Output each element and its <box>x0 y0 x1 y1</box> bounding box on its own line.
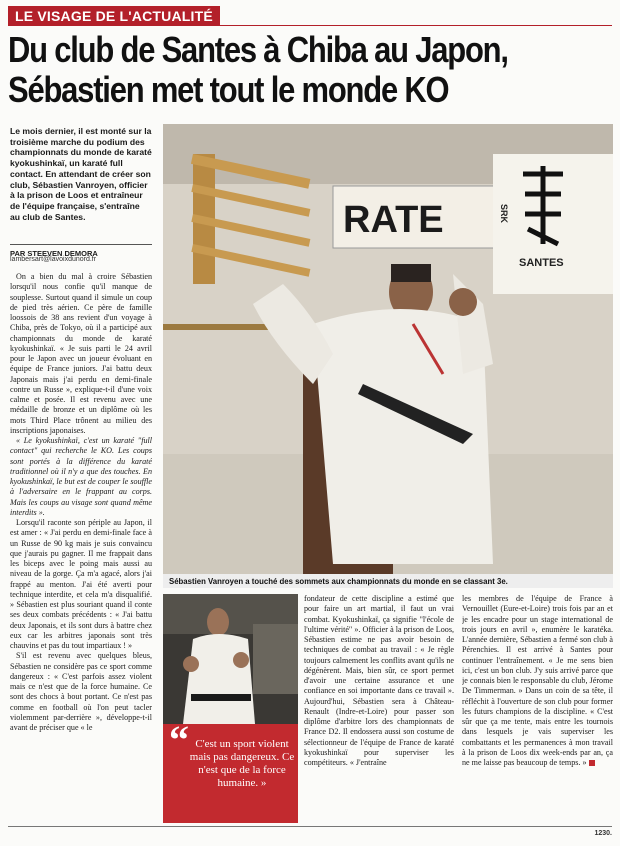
paragraph: S'il est revenu avec quelques bleus, Sébastien ne considère pas ce sport comme dangereux : « C'est parfois assez violent mais ce n'est que de la force humaine. Ce sont des chocs à bout portant. Ce n'est pas comme en football où l'on peut tacler violemment par-derrière », développe-t-il avant de préciser que « le <box>10 651 152 732</box>
main-photo <box>163 124 613 574</box>
quote-mark-icon: “ <box>169 717 189 762</box>
sign-logo-side: SRK <box>499 204 509 224</box>
article-column-3: fondateur de cette discipline a estimé que pour faire un art martial, il faut un vrai combat. Kyokushinkaï, ça signifie "l'école de l'ultime vérité" ». Officier à la prison de Loos, Sébastien estime ne pas avoir besoin de techniques de combat au travail : « Je règle toujours calmement les conflits avant qu'ils ne dégénèrent. Mais, bien sûr, ce sport permet d'avoir une certaine assurance et une confiance en soi importante dans ce travail ». Aujourd'hui, Sébastien sera à Château-Renault (Indre-et-Loire) pour passer son diplôme d'arbitre lors des championnats de France D2. Il endossera aussi son costume de sélectionneur de l'équipe de France de karaté kyokushinkaï pour superviser les compétiteurs. « J'entraîne <box>304 594 454 767</box>
fighter-stance-photo <box>163 594 298 724</box>
article-column-4 <box>462 594 613 822</box>
paragraph: « Le kyokushinkaï, c'est un karaté "full contact" qui recherche le KO. Les coups sont portés à la différence du karaté traditionnel où il n'y a que des touches. En kyokushinkaï, le but est de couper le souffle à l'adversaire en le frappant au corps. Mais les coups au visage sont quand même interdits ». <box>10 436 152 517</box>
headline <box>8 30 529 110</box>
headline-line-2: Sébastien met tout le monde KO <box>8 69 449 110</box>
column-4-text: les membres de l'équipe de France à Vernouillet (Eure-et-Loire) trois fois par an et je les encadre pour un stage international de trois jours en avril », enumère le karatéka. L'année dernière, Sébastien a fermé son club à Pérenchies. Il est arrivé à Santes pour continuer l'entraînement. « Je me sens bien ici, c'est un bon club. J'y suis arrivé parce que je connais bien le responsable du club, Jérome De Timmerman. » Dans un coin de sa tête, il réfléchit à l'ouverture de son club pour former les futurs champions de la discipline. « C'est sûr que ça me tente, mais entre les tournois dans lesquels je vais superviser les combattants et les permanences à mon travail à la prison de Loos dix week-ends par an, ça ne me laisse pas beaucoup de temps. » <box>462 594 613 767</box>
bottom-divider <box>8 826 612 827</box>
article-lead: Le mois dernier, il est monté sur la troisième marche du podium des championnats du monde de karaté kyokushinkaï, un karaté full contact. En attendant de créer son club, Sébastien Vanroyen, officier à la prison de Loos et entraîneur de l'équipe française, s'entraîne au club de Santes. <box>10 126 152 222</box>
rubric-divider <box>8 25 612 26</box>
secondary-photo <box>163 594 298 724</box>
karate-dojo-photo <box>163 124 613 574</box>
article-column-1 <box>10 272 152 822</box>
pull-quote-text: C'est un sport violent mais pas dangereux. Ce n'est que de la force humaine. » <box>189 738 295 789</box>
sign-logo-text: SANTES <box>519 257 564 269</box>
pull-quote <box>163 717 298 823</box>
byline-divider <box>10 244 152 245</box>
photo-caption: Sébastien Vanroyen a touché des sommets aux championnats du monde en se classant 3e. <box>163 574 613 588</box>
paragraph: On a bien du mal à croire Sébastien lorsqu'il nous confie qu'il manque de souplesse. Surtout quand il simule un coup de pied très aérien. Ce père de famille loossois de 38 ans revient d'un voyage à Chiba, près de Tokyo, où il a participé aux championnats du monde de karaté kyokushinkaï. « Je suis parti le 24 avril pour le Japon avec un joueur évoluant en équipe de France juniors. J'ai battu deux Japonais mais j'ai perdu en demi-finale contre un Russe », explique-t-il d'une voix calme et posée. Il est revenu avec une médaille de bronze et un diplôme où les mots Third Place trônent au milieu des inscriptions japonaises. <box>10 272 152 435</box>
headline-line-1: Du club de Santes à Chiba au Japon, <box>8 29 508 70</box>
byline-author: PAR STEEVEN DEMORA <box>10 249 98 258</box>
sign-text: RATE <box>343 199 444 241</box>
end-mark-icon <box>589 760 595 766</box>
section-rubric: LE VISAGE DE L'ACTUALITÉ <box>8 6 220 26</box>
author-email: lambersart@lavoixdunord.fr <box>10 256 97 263</box>
page-folio: 1230. <box>594 830 612 837</box>
paragraph: Lorsqu'il raconte son périple au Japon, il est amer : « J'ai perdu en demi-finale face à un Russe de 90 kg mais je suis convaincu que j'aurais pu gagner. Il me frappait dans les biceps avec le poing mais aussi au niveau de la gorge. Ça m'a agacé, alors j'ai frappé au menton. J'ai été averti pour technique interdite, et cela m'a disqualifié. » Sébastien est plus souriant quand il conte ses deux combats précédents : « J'ai battu deux Japonais, et ils sont durs à battre chez eux car les arbitres japonais sont très chauvins et pas du tout impartiaux ! » <box>10 518 152 650</box>
